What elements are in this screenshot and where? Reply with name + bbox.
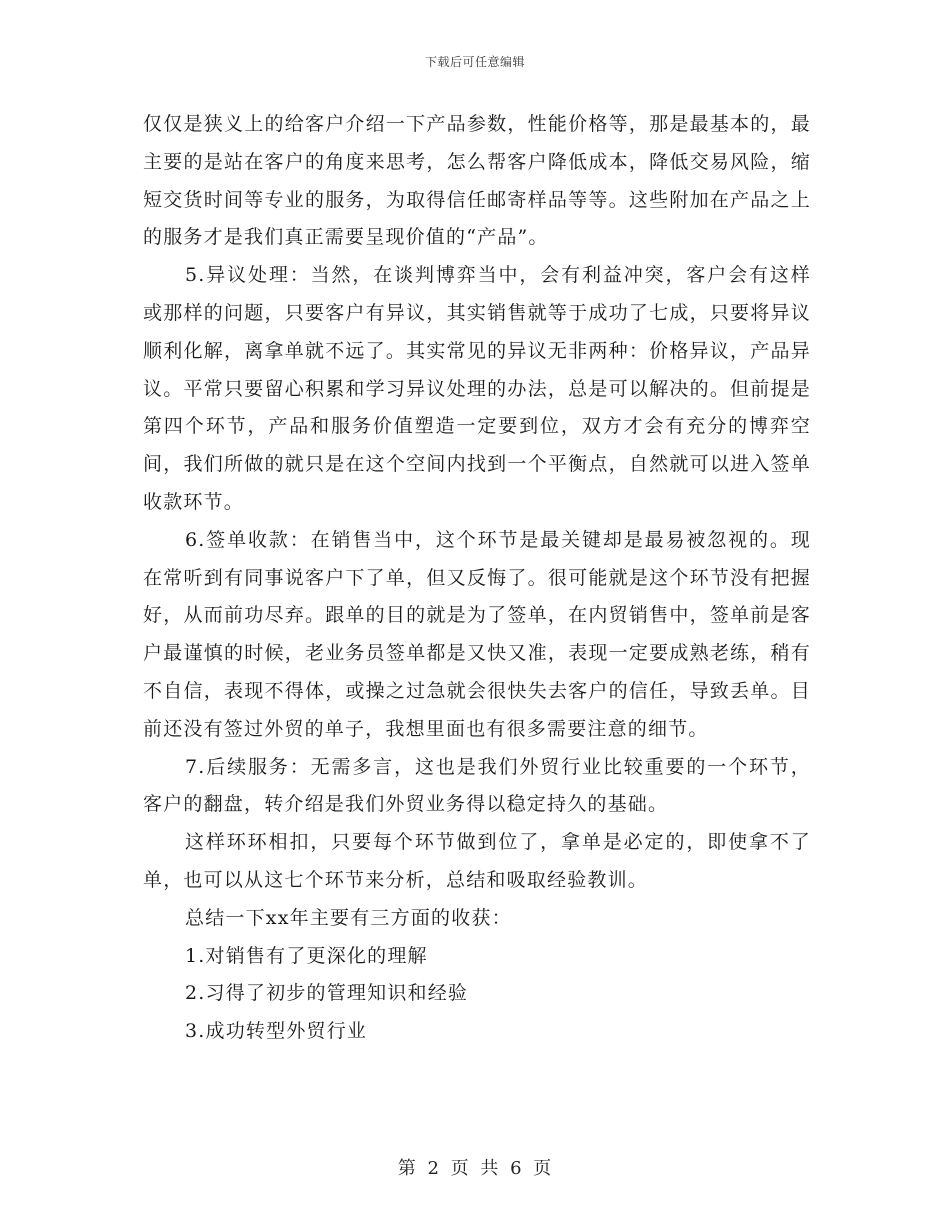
paragraph-signing-payment: 6.签单收款：在销售当中，这个环节是最关键却是最易被忽视的。现在常听到有同事说客户下了单，但又反悔了。很可能就是这个环节没有把握好，从而前功尽弃。跟单的目的就是为了签单，在内贸销售中，签单前是客户最谨慎的时候，老业务员签单都是又快又准，表现一定要成熟老练，稍有不自信，表现不得体，或操之过急就会很快失去客户的信任，导致丢单。目前还没有签过外贸的单子，我想里面也有很多需要注意的细节。 — [143, 528, 811, 740]
page-number-footer: 第 2 页 共 6 页 — [397, 1158, 553, 1179]
paragraph-continuation: 仅仅是狭义上的给客户介绍一下产品参数，性能价格等，那是最基本的，最主要的是站在客户的角度来思考，怎么帮客户降低成本，降低交易风险，缩短交货时间等专业的服务，为取得信任邮寄样品等等。这些附加在产品之上的服务才是我们真正需要呈现价值的“产品”。 — [143, 113, 811, 249]
document-body — [143, 106, 811, 1051]
page-header: 下载后可任意编辑 — [424, 55, 525, 69]
list-item: 2.习得了初步的管理知识和经验 — [185, 982, 469, 1005]
paragraph-year-summary-intro: 总结一下xx年主要有三方面的收获： — [185, 906, 512, 929]
paragraph-follow-up-service: 7.后续服务：无需多言，这也是我们外贸行业比较重要的一个环节，客户的翻盘，转介绍是我们外贸业务得以稳定持久的基础。 — [143, 755, 811, 816]
list-item: 1.对销售有了更深化的理解 — [185, 944, 428, 967]
list-item: 3.成功转型外贸行业 — [185, 1020, 368, 1043]
paragraph-objection-handling: 5.异议处理：当然，在谈判博弈当中，会有利益冲突，客户会有这样或那样的问题，只要客户有异议，其实销售就等于成功了七成，只要将异议顺利化解，离拿单就不远了。其实常见的异议无非两种：价格异议，产品异议。平常只要留心积累和学习异议处理的办法，总是可以解决的。但前提是第四个环节，产品和服务价值塑造一定要到位，双方才会有充分的博弈空间，我们所做的就只是在这个空间内找到一个平衡点，自然就可以进入签单收款环节。 — [143, 264, 811, 513]
paragraph-chain-summary: 这样环环相扣，只要每个环节做到位了，拿单是必定的，即使拿不了单，也可以从这七个环节来分析，总结和吸取经验教训。 — [143, 831, 811, 891]
